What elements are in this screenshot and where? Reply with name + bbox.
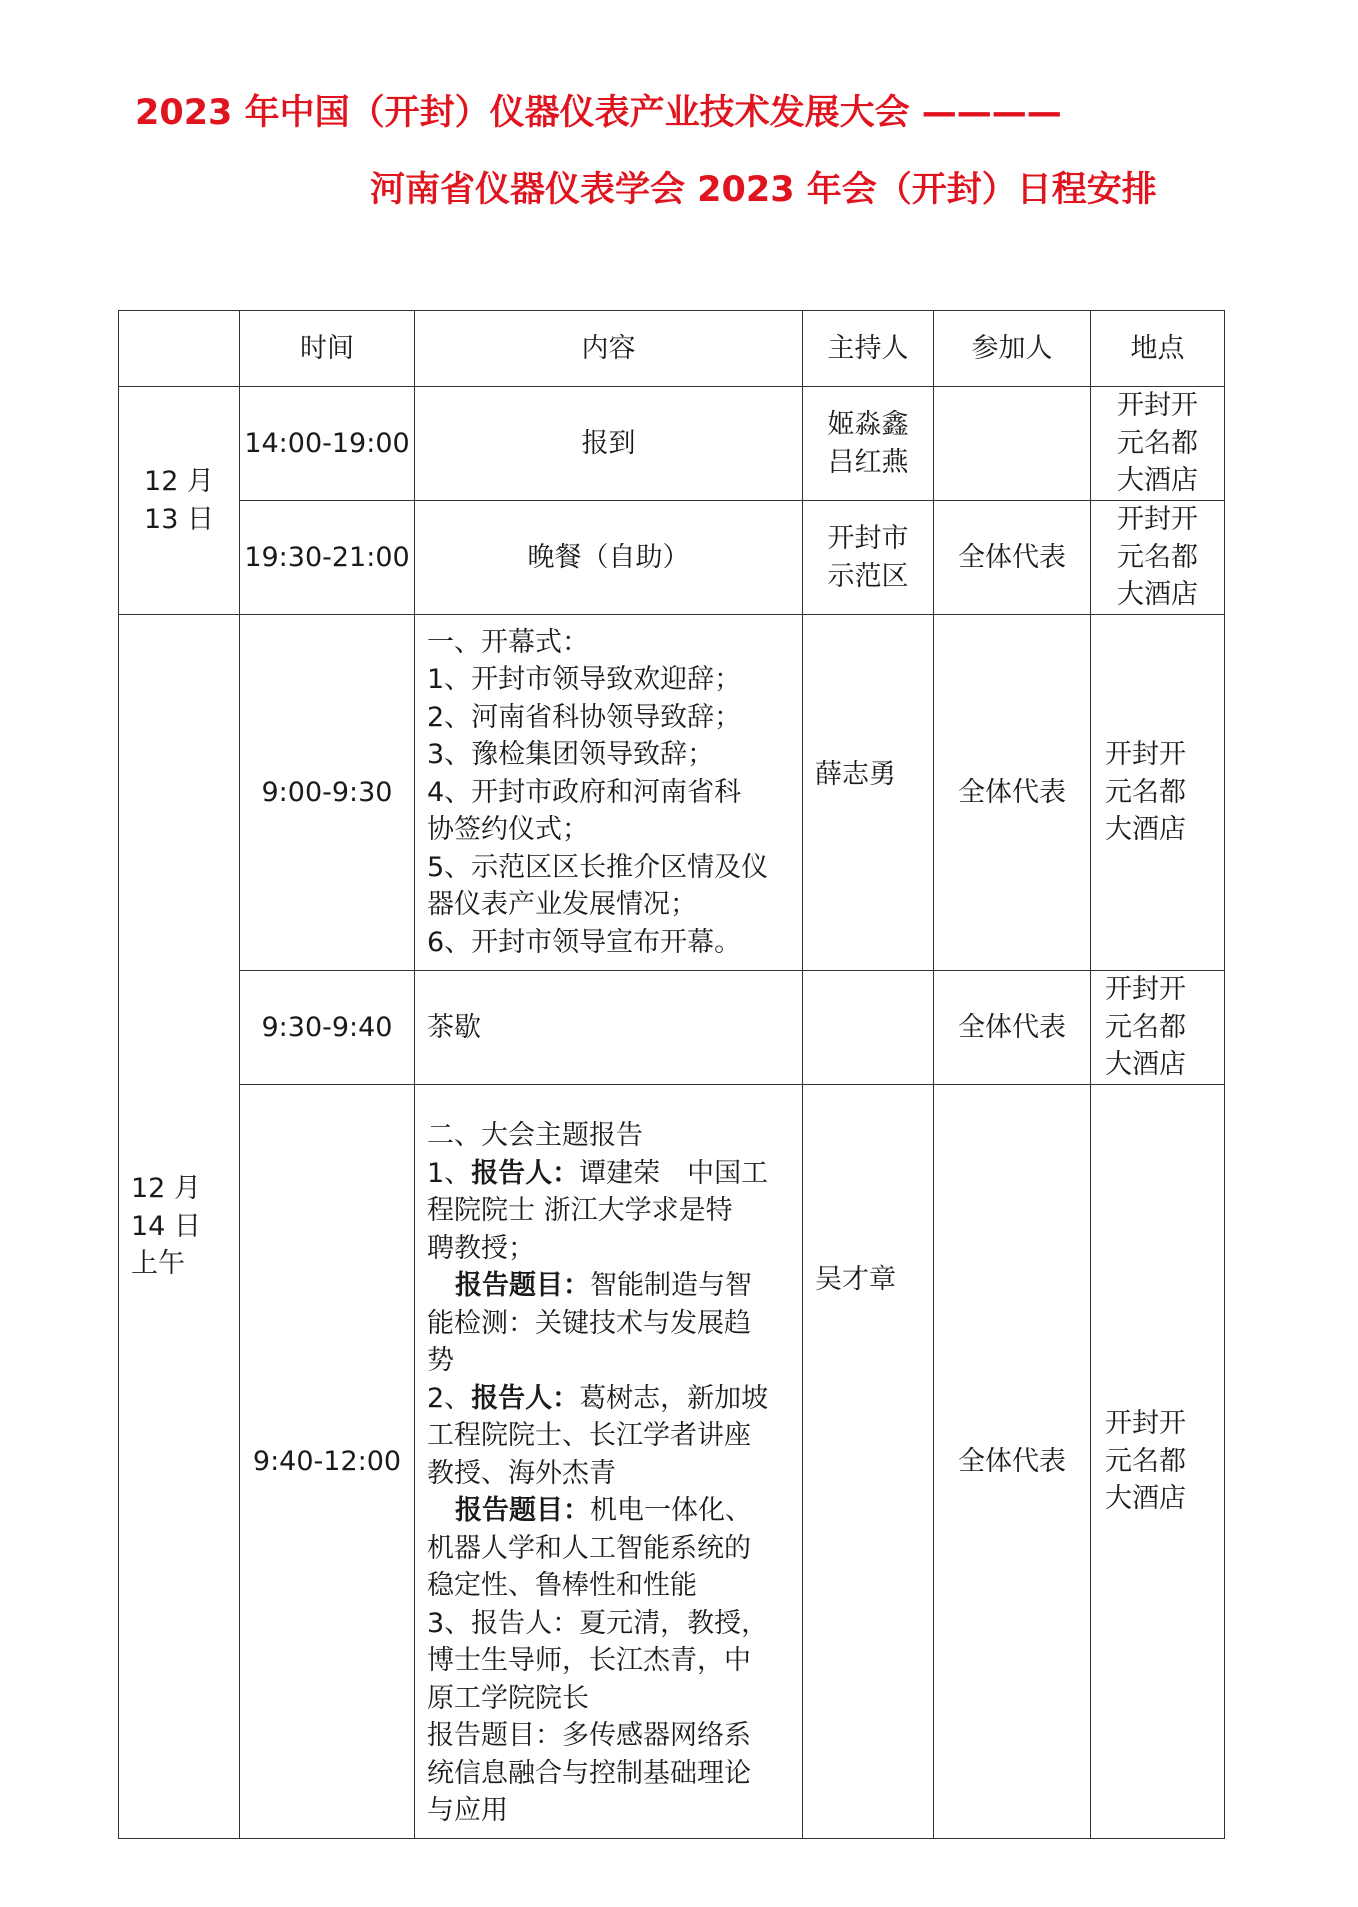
location-cell: 开封开 元名都 大酒店 <box>1091 1085 1225 1839</box>
report-1-topic: 报告题目：智能制造与智 <box>455 1270 752 1301</box>
content-cell: 晚餐（自助） <box>415 501 803 615</box>
content-cell: 报到 <box>415 387 803 501</box>
attendees-cell: 全体代表 <box>934 501 1091 615</box>
location-cell: 开封开 元名都 大酒店 <box>1091 615 1225 971</box>
content-cell-opening: 一、开幕式： 1、开封市领导致欢迎辞； 2、河南省科协领导致辞； 3、豫检集团领导致辞； 4、开封市政府和河南省科 协签约仪式； 5、示范区区长推介区情及仪 器仪表产业发展情况； 6、开封市领导宣布开幕。 <box>415 615 803 971</box>
table-row <box>119 971 1225 1085</box>
table-row <box>119 387 1225 501</box>
time-cell: 9:40-12:00 <box>240 1085 415 1839</box>
host-cell: 薛志勇 <box>803 615 934 971</box>
location-cell: 开封开 元名都 大酒店 <box>1091 971 1225 1085</box>
schedule-table <box>118 310 1225 1839</box>
time-cell: 19:30-21:00 <box>240 501 415 615</box>
table-row <box>119 501 1225 615</box>
report-1-speaker: 1、报告人：谭建荣 中国工 <box>427 1157 769 1189</box>
attendees-cell: 全体代表 <box>934 971 1091 1085</box>
host-cell <box>803 971 934 1085</box>
report-2-speaker: 2、报告人：葛树志，新加坡 <box>427 1382 769 1414</box>
host-cell: 开封市 示范区 <box>803 501 934 615</box>
header-time: 时间 <box>240 311 415 387</box>
attendees-cell: 全体代表 <box>934 615 1091 971</box>
time-cell: 9:00-9:30 <box>240 615 415 971</box>
header-location: 地点 <box>1091 311 1225 387</box>
header-host: 主持人 <box>803 311 934 387</box>
time-cell: 14:00-19:00 <box>240 387 415 501</box>
date-cell-day2: 12 月 14 日 上午 <box>119 615 240 1839</box>
location-cell: 开封开 元名都 大酒店 <box>1091 387 1225 501</box>
report-2-topic: 报告题目：机电一体化、 <box>455 1495 752 1526</box>
date-cell-day1: 12 月 13 日 <box>119 387 240 615</box>
host-cell: 吴才章 <box>803 1085 934 1839</box>
header-attendees: 参加人 <box>934 311 1091 387</box>
table-row <box>119 615 1225 971</box>
table-row <box>119 1085 1225 1839</box>
content-cell: 茶歇 <box>415 971 803 1085</box>
attendees-cell <box>934 387 1091 501</box>
table-header-row <box>119 311 1225 387</box>
content-cell-reports: 二、大会主题报告 1、报告人：谭建荣 中国工 程院院士 浙江大学求是特 聘教授； 报告题目：智能制造与智 能检测：关键技术与发展趋 势 2、报告人：葛树志，新加坡 工程院院士、长江学者讲座 教授、海外杰青 报告题目：机电一体化、 机器人学和人工智能系统的 稳定性、鲁棒性和性能 3、报告人：夏元清，教授， 博士生导师，长江杰青，中 原工学院院长 报告题目：多传感器网络系 统信息融合与控制基础理论 与应用 <box>415 1085 803 1839</box>
time-cell: 9:30-9:40 <box>240 971 415 1085</box>
page-subtitle: 河南省仪器仪表学会 2023 年会（开封）日程安排 <box>370 170 1157 210</box>
host-cell: 姬淼鑫 吕红燕 <box>803 387 934 501</box>
attendees-cell: 全体代表 <box>934 1085 1091 1839</box>
page-title: 2023 年中国（开封）仪器仪表产业技术发展大会 ———— <box>135 93 1062 133</box>
header-date <box>119 311 240 387</box>
header-content: 内容 <box>415 311 803 387</box>
location-cell: 开封开 元名都 大酒店 <box>1091 501 1225 615</box>
